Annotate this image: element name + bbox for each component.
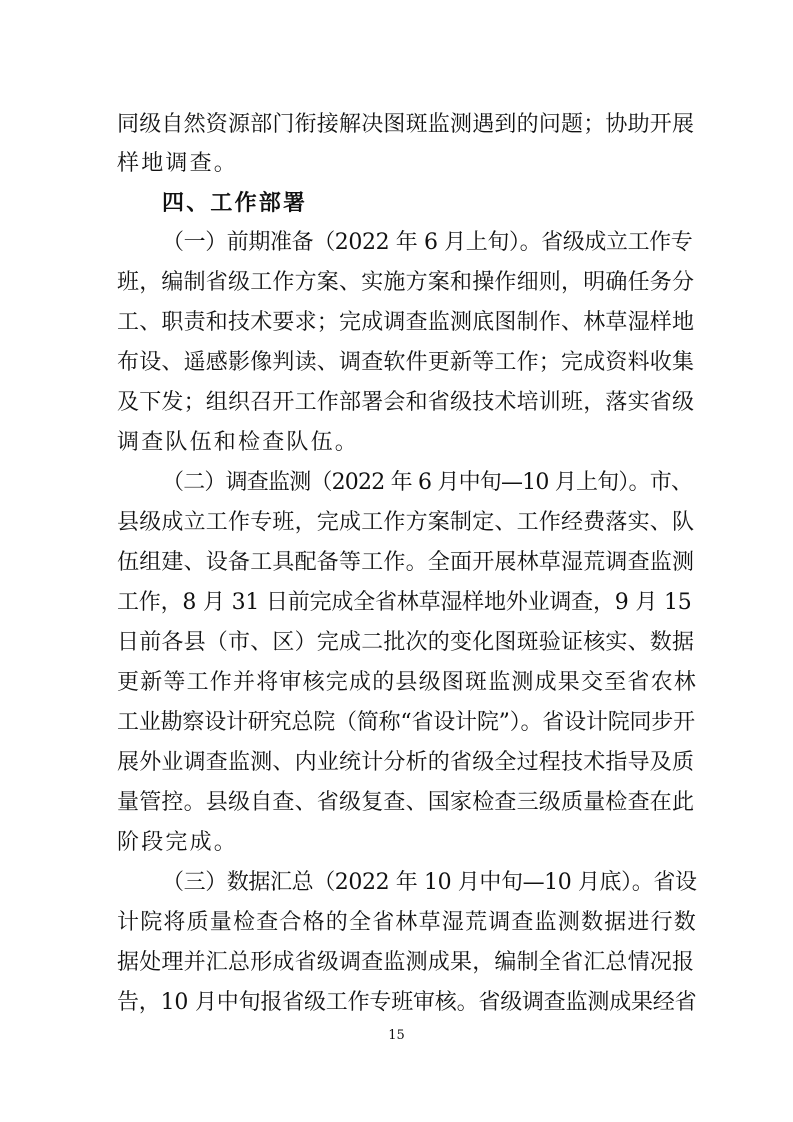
paragraph-first-line: （一）前期准备（2022 年 6 月上旬）。省级成立工作专	[162, 230, 693, 255]
paragraph-first-line: （三）数据汇总（2022 年 10 月中旬—10 月底）。省设	[162, 870, 697, 895]
text-line: 更新等工作并将审核完成的县级图斑监测成果交至省农林	[117, 670, 698, 695]
text-line: 同级自然资源部门衔接解决图斑监测遇到的问题；协助开展	[117, 112, 695, 137]
text-line: 工作，8 月 31 日前完成全省林草湿样地外业调查，9 月 15	[117, 590, 692, 615]
text-line: 布设、遥感影像判读、调查软件更新等工作；完成资料收集	[117, 350, 695, 375]
paragraph-first-line: （二）调查监测（2022 年 6 月中旬—10 月上旬）。市、	[162, 470, 693, 495]
text-line: 工业勘察设计研究总院（简称“省设计院”）。省设计院同步开	[117, 710, 695, 735]
text-line: 告，10 月中旬报省级工作专班审核。省级调查监测成果经省	[117, 990, 697, 1015]
text-line: 据处理并汇总形成省级调查监测成果，编制全省汇总情况报	[117, 950, 695, 975]
text-line: 伍组建、设备工具配备等工作。全面开展林草湿荒调查监测	[117, 550, 695, 575]
text-line: 日前各县（市、区）完成二批次的变化图斑验证核实、数据	[117, 630, 695, 655]
text-line: 展外业调查监测、内业统计分析的省级全过程技术指导及质	[117, 750, 695, 775]
text-line: 量管控。县级自查、省级复查、国家检查三级质量检查在此	[117, 790, 695, 815]
text-line: 及下发；组织召开工作部署会和省级技术培训班，落实省级	[117, 390, 695, 415]
text-line: 班，编制省级工作方案、实施方案和操作细则，明确任务分	[117, 270, 695, 295]
text-line: 计院将质量检查合格的全省林草湿荒调查监测数据进行数	[117, 910, 698, 935]
section-heading: 四、工作部署	[162, 190, 308, 216]
text-line: 阶段完成。	[117, 830, 239, 855]
page-number: 15	[388, 1028, 405, 1043]
text-line: 县级成立工作专班，完成工作方案制定、工作经费落实、队	[117, 510, 695, 535]
text-line: 工、职责和技术要求；完成调查监测底图制作、林草湿样地	[117, 310, 695, 335]
text-line: 样地调查。	[117, 151, 239, 176]
text-line: 调查队伍和检查队伍。	[117, 430, 360, 455]
